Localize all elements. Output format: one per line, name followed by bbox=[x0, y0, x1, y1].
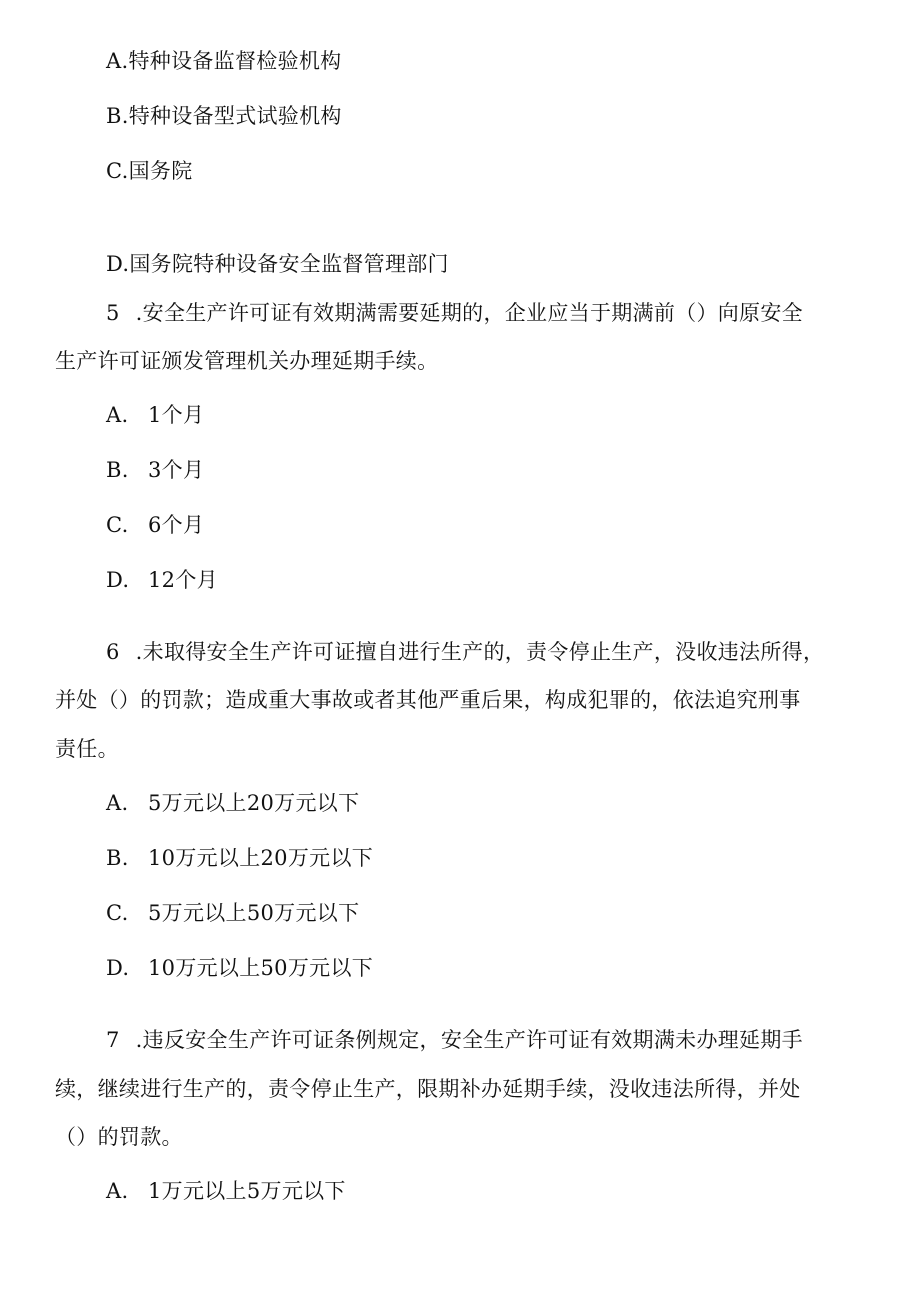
q6-option-d-text: 10万元以上50万元以下 bbox=[148, 956, 374, 980]
q7-option-a bbox=[106, 1181, 346, 1202]
q5-number: 5 bbox=[106, 301, 120, 325]
q5-stem-line2: 生产许可证颁发管理机关办理延期手续。 bbox=[55, 349, 439, 373]
q5-option-c-text: 6个月 bbox=[148, 513, 205, 537]
q7-text-line1: .违反安全生产许可证条例规定，安全生产许可证有效期满未办理延期手 bbox=[135, 1028, 803, 1052]
q6-option-d bbox=[106, 958, 373, 979]
q6-option-b-label: B. bbox=[106, 846, 129, 870]
q5-option-c-label: C. bbox=[106, 513, 129, 537]
q7-option-a-label: A. bbox=[106, 1179, 129, 1203]
q5-stem-line1 bbox=[106, 303, 803, 324]
q6-number: 6 bbox=[106, 640, 120, 664]
q7-number: 7 bbox=[106, 1028, 120, 1052]
q6-option-c bbox=[106, 903, 359, 924]
q6-text-line1: .未取得安全生产许可证擅自进行生产的，责令停止生产，没收违法所得， bbox=[135, 640, 825, 664]
q6-option-d-label: D. bbox=[106, 956, 130, 980]
q6-option-c-text: 5万元以上50万元以下 bbox=[148, 901, 360, 925]
q5-option-d-text: 12个月 bbox=[148, 568, 218, 592]
q5-option-b-text: 3个月 bbox=[148, 458, 205, 482]
q6-option-c-label: C. bbox=[106, 901, 129, 925]
q4-option-b: B.特种设备型式试验机构 bbox=[106, 104, 342, 128]
q6-stem-line3: 责任。 bbox=[55, 737, 119, 761]
q5-text-line1: .安全生产许可证有效期满需要延期的，企业应当于期满前（）向原安全 bbox=[135, 301, 803, 325]
q5-option-b bbox=[106, 460, 204, 481]
q4-option-c: C.国务院 bbox=[106, 159, 193, 183]
q5-option-d-label: D. bbox=[106, 568, 130, 592]
q5-option-d bbox=[106, 570, 218, 591]
q5-option-a bbox=[106, 405, 204, 426]
q6-stem-line2: 并处（）的罚款；造成重大事故或者其他严重后果，构成犯罪的，依法追究刑事 bbox=[55, 688, 801, 712]
q7-option-a-text: 1万元以上5万元以下 bbox=[148, 1179, 346, 1203]
q4-option-a: A.特种设备监督检验机构 bbox=[106, 49, 342, 73]
q7-stem-line3: （）的罚款。 bbox=[55, 1125, 183, 1149]
q7-stem-line2: 续，继续进行生产的，责令停止生产，限期补办延期手续，没收违法所得，并处 bbox=[55, 1077, 801, 1101]
q5-option-c bbox=[106, 515, 204, 536]
q5-option-b-label: B. bbox=[106, 458, 129, 482]
q5-option-a-text: 1个月 bbox=[148, 403, 205, 427]
q7-stem-line1 bbox=[106, 1030, 803, 1051]
q6-stem-line1 bbox=[106, 642, 824, 663]
q6-option-b bbox=[106, 848, 373, 869]
q6-option-a-text: 5万元以上20万元以下 bbox=[148, 791, 360, 815]
q6-option-a-label: A. bbox=[106, 791, 129, 815]
q6-option-b-text: 10万元以上20万元以下 bbox=[148, 846, 374, 870]
q6-option-a bbox=[106, 793, 359, 814]
q5-option-a-label: A. bbox=[106, 403, 129, 427]
q4-option-d: D.国务院特种设备安全监督管理部门 bbox=[106, 252, 449, 276]
